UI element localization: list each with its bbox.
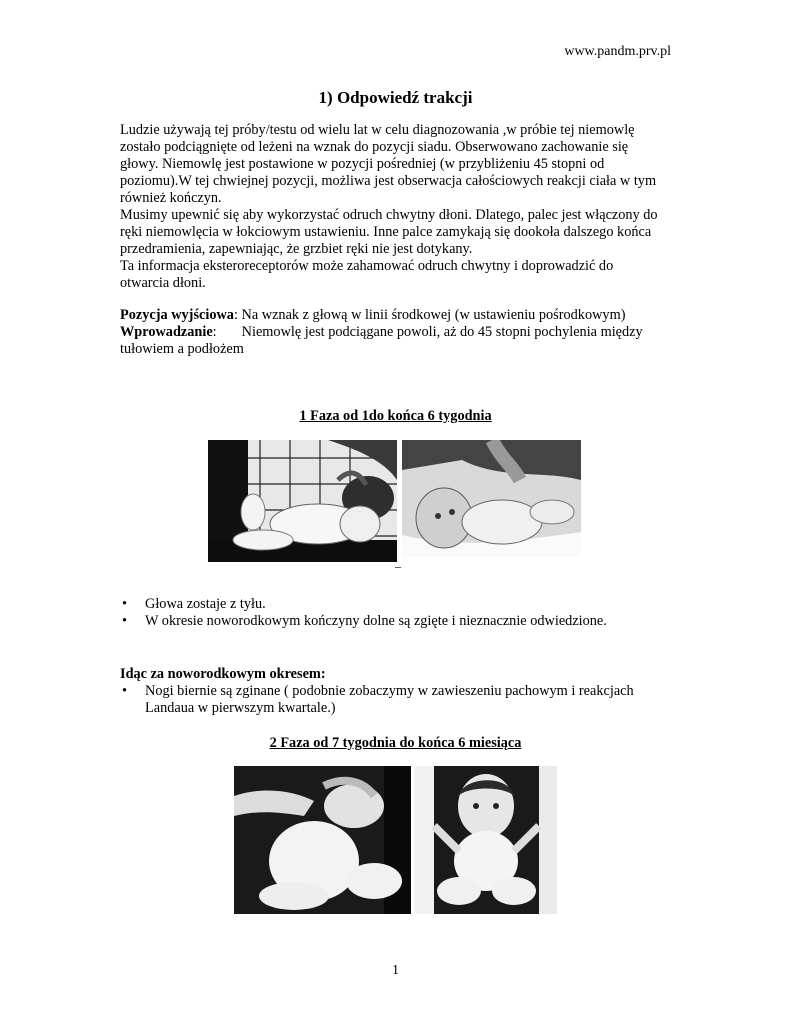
position-label: Pozycja wyjściowa: [120, 307, 234, 323]
header-url: www.pandm.prv.pl: [564, 44, 671, 59]
page-number: 1: [392, 963, 399, 978]
page-title: 1) Odpowiedź trakcji: [318, 88, 473, 107]
list-item: • W okresie noworodkowym kończyny dolne są zgięte i nieznacznie odwiedzione.: [120, 613, 740, 630]
intro-line: zostało podciągnięte od leżeni na wznak do pozycji siadu. Obserwowano zachowanie się: [120, 139, 629, 155]
intro-paragraph: [120, 122, 680, 292]
phase2-photo-left: [234, 766, 411, 914]
after-newborn-heading: Idąc za noworodkowym okresem:: [120, 666, 326, 682]
list-item: • Nogi biernie są zginane ( podobnie zobaczymy w zawieszeniu pachowym i reakcjach Landaua w pierwszym kwartale.): [120, 683, 660, 717]
phase1-dash: _: [395, 555, 401, 569]
position-section: [120, 307, 680, 358]
list-item: • Głowa zostaje z tyłu.: [120, 596, 740, 613]
phase1-photo-right: [402, 440, 581, 557]
intro-line: Musimy upewnić się aby wykorzystać odruch chwytny dłoni. Dlatego, palec jest włączony do: [120, 207, 658, 223]
intro-line: przedramienia, zapewniając, że grzbiet ręki nie jest dotykany.: [120, 241, 473, 257]
intro-line: poziomu).W tej chwiejnej pozycji, możliwa jest obserwacja całościowych reakcji ciała w tym: [120, 173, 657, 189]
intro-step-text-2: tułowiem a podłożem: [120, 341, 244, 357]
phase1-photo-left: [208, 440, 397, 562]
phase2-photo-right: [414, 766, 557, 914]
intro-line: Ta informacja eksteroreceptorów może zahamować odruch chwytny i doprowadzić do: [120, 258, 614, 274]
intro-line: ręki niemowlęcia w łokciowym ustawieniu. Inne palce zamykają się dookoła dalszego końca: [120, 224, 652, 240]
intro-step-text: : Niemowlę jest podciągane powoli, aż do 45 stopni pochylenia między: [212, 324, 643, 340]
phase1-bullets: [120, 596, 740, 630]
phase2-heading: 2 Faza od 7 tygodnia do końca 6 miesiąca: [269, 735, 522, 751]
intro-line: Ludzie używają tej próby/testu od wielu lat w celu diagnozowania ,w próbie tej niemowlę: [120, 122, 635, 138]
intro-line: głowy. Niemowlę jest postawione w pozycji pośredniej (w przybliżeniu 45 stopni od: [120, 156, 605, 172]
intro-line: również kończyn.: [120, 190, 222, 206]
after-newborn-bullets: [120, 683, 660, 717]
position-text: : Na wznak z głową w linii środkowej (w ustawieniu pośrodkowym): [233, 307, 626, 323]
intro-step-label: Wprowadzanie: [120, 324, 213, 340]
intro-line: otwarcia dłoni.: [120, 275, 206, 291]
phase1-heading: 1 Faza od 1do końca 6 tygodnia: [299, 408, 492, 424]
